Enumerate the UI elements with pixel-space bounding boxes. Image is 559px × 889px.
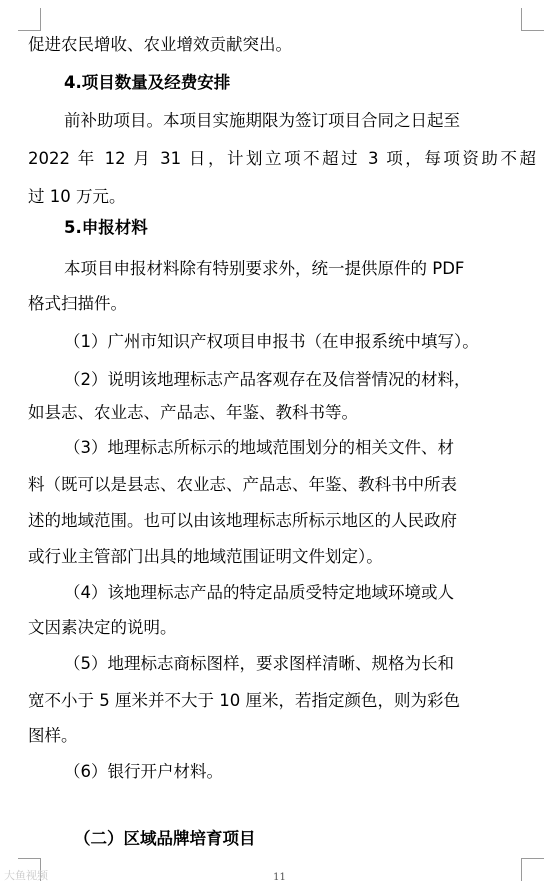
list-item-4: （4）该地理标志产品的特定品质受特定地域环境或人 (64, 583, 454, 602)
section-heading-5: 5.申报材料 (64, 218, 148, 237)
paragraph-line: 如县志、农业志、产品志、年鉴、教科书等。 (28, 403, 358, 422)
list-item-5: （5）地理标志商标图样，要求图样清晰、规格为长和 (64, 654, 454, 673)
page-number: 11 (273, 872, 286, 883)
section-heading-2: （二）区域品牌培育项目 (74, 829, 256, 848)
list-item-2: （2）说明该地理标志产品客观存在及信誉情况的材料， (64, 370, 471, 389)
paragraph-line: 图样。 (28, 726, 78, 745)
paragraph-line: 本项目申报材料除有特别要求外，统一提供原件的 PDF (64, 259, 465, 278)
paragraph-line: 宽不小于 5 厘米并不大于 10 厘米，若指定颜色，则为彩色 (28, 691, 460, 710)
paragraph-line: 促进农民增收、农业增效贡献突出。 (28, 35, 292, 54)
paragraph-line: 2022 年 12 月 31 日，计划立项不超过 3 项，每项资助不超 (28, 149, 536, 168)
paragraph-line: 料（既可以是县志、农业志、产品志、年鉴、教科书中所表 (28, 475, 457, 494)
paragraph-line: 文因素决定的说明。 (28, 618, 177, 637)
paragraph-line: 述的地域范围。也可以由该地理标志所标示地区的人民政府 (28, 511, 457, 530)
section-heading-4: 4.项目数量及经费安排 (64, 73, 231, 92)
paragraph-line: 过 10 万元。 (28, 187, 126, 206)
paragraph-line: 或行业主管部门出具的地域范围证明文件划定）。 (28, 547, 383, 566)
paragraph-line: 前补助项目。本项目实施期限为签订项目合同之日起至 (64, 111, 460, 130)
paragraph-line: 格式扫描件。 (28, 294, 127, 313)
list-item-3: （3）地理标志所标示的地域范围划分的相关文件、材 (64, 438, 454, 457)
list-item-1: （1）广州市知识产权项目申报书（在申报系统中填写）。 (64, 332, 479, 351)
watermark: 大鱼视频 (4, 869, 48, 882)
list-item-6: （6）银行开户材料。 (64, 762, 223, 781)
